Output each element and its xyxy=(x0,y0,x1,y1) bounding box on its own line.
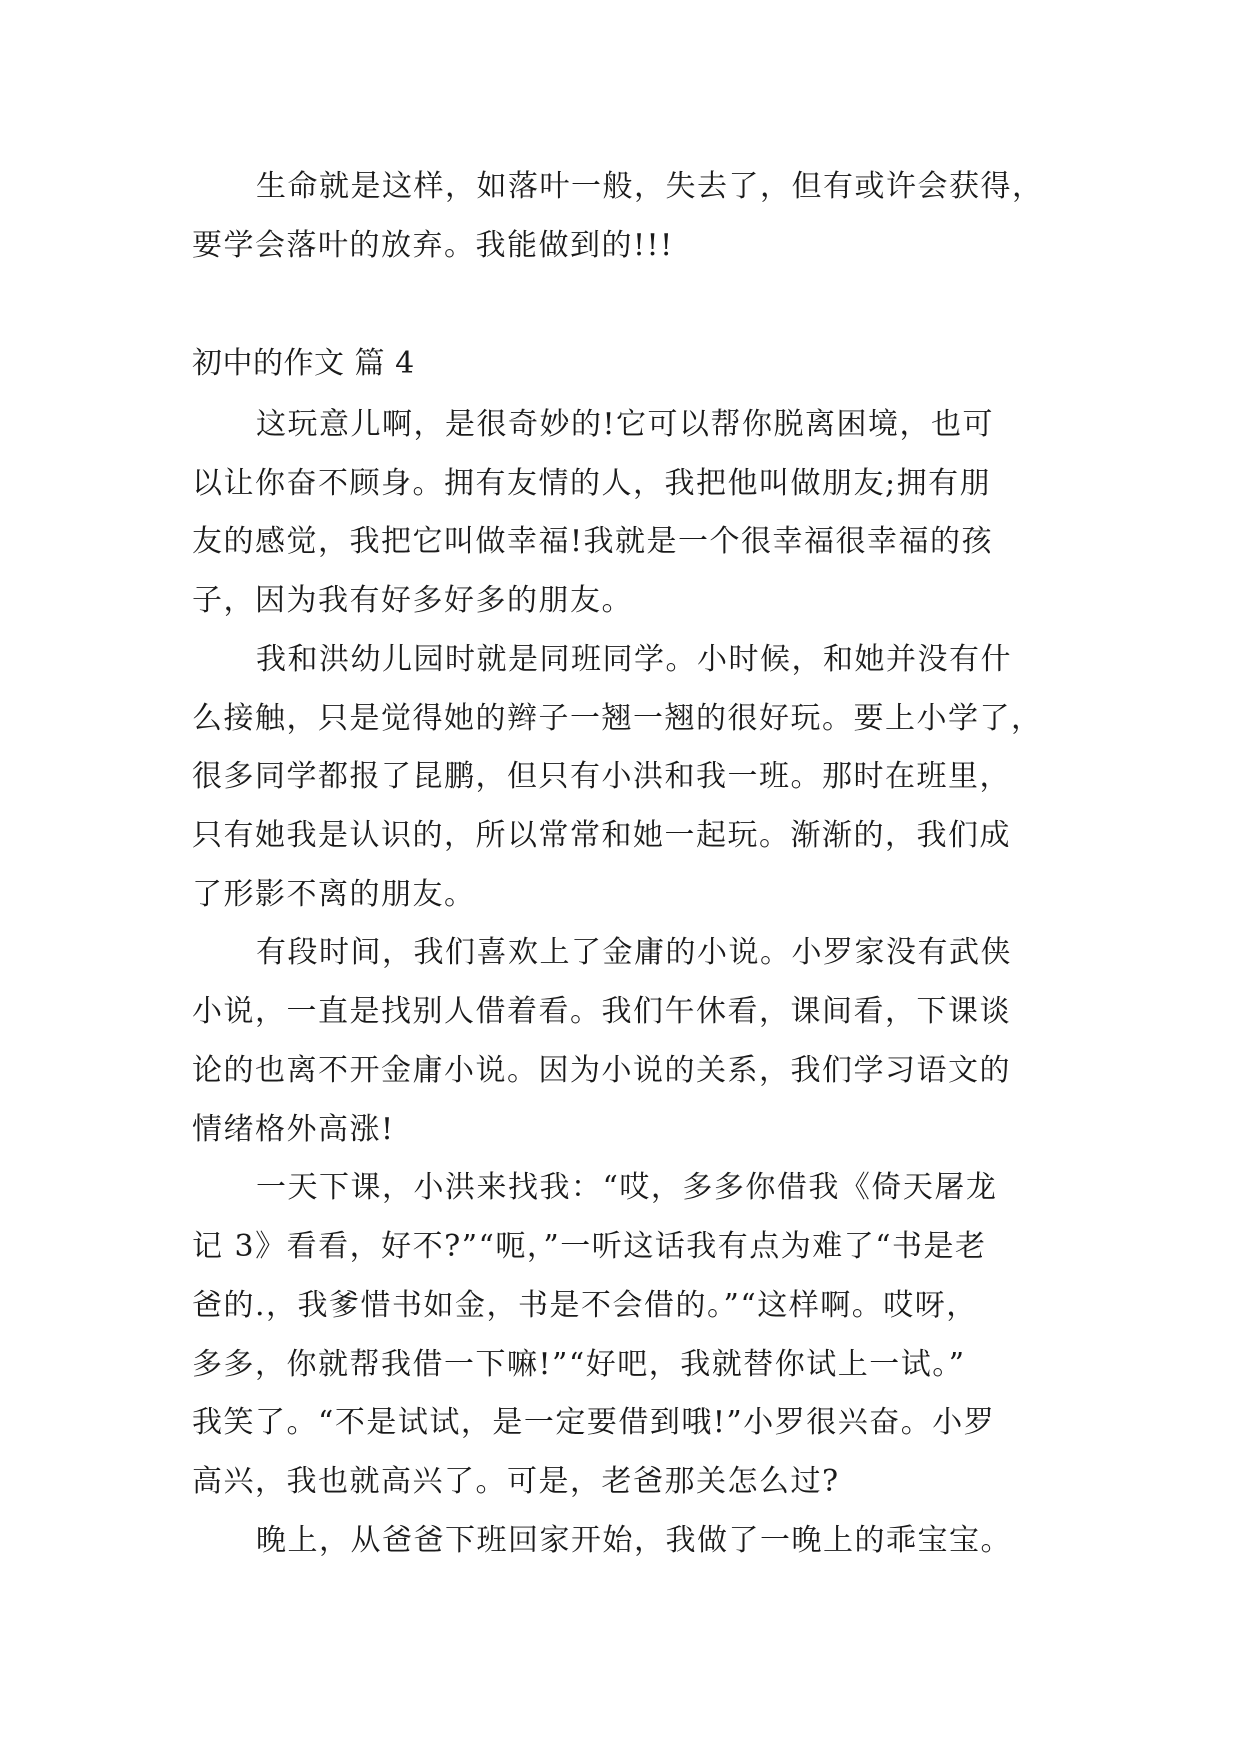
paragraph-line: 了形影不离的朋友。 xyxy=(192,877,476,912)
paragraph-line: 多多，你就帮我借一下嘛!”“好吧，我就替你试上一试。” xyxy=(192,1347,966,1382)
paragraph-line: 有段时间，我们喜欢上了金庸的小说。小罗家没有武侠 xyxy=(256,935,1012,970)
paragraph-line: 只有她我是认识的，所以常常和她一起玩。渐渐的，我们成 xyxy=(192,818,1011,853)
section-heading: 初中的作文 篇 4 xyxy=(192,346,415,381)
paragraph-line: 么接触，只是觉得她的辫子一翘一翘的很好玩。要上小学了， xyxy=(192,701,1043,736)
paragraph-line: 一天下课，小洪来找我：“哎，多多你借我《倚天屠龙 xyxy=(256,1170,998,1205)
intro-line: 生命就是这样，如落叶一般，失去了，但有或许会获得， xyxy=(256,169,1044,204)
intro-line: 要学会落叶的放弃。我能做到的!!! xyxy=(192,228,674,263)
paragraph-line: 友的感觉，我把它叫做幸福!我就是一个很幸福很幸福的孩 xyxy=(192,524,994,559)
paragraph-line: 爸的.，我爹惜书如金，书是不会借的。”“这样啊。哎呀， xyxy=(192,1288,978,1323)
paragraph-line: 情绪格外高涨! xyxy=(192,1112,395,1147)
paragraph-line: 论的也离不开金庸小说。因为小说的关系，我们学习语文的 xyxy=(192,1053,1011,1088)
paragraph-line: 子，因为我有好多好多的朋友。 xyxy=(192,583,633,618)
paragraph-line: 高兴，我也就高兴了。可是，老爸那关怎么过? xyxy=(192,1464,840,1499)
paragraph-line: 小说，一直是找别人借着看。我们午休看，课间看，下课谈 xyxy=(192,994,1011,1029)
paragraph-line: 记 3》看看，好不?”“呃，”一听这话我有点为难了“书是老 xyxy=(192,1229,987,1264)
paragraph-line: 以让你奋不顾身。拥有友情的人，我把他叫做朋友;拥有朋 xyxy=(192,466,992,501)
paragraph-line: 我笑了。“不是试试，是一定要借到哦!”小罗很兴奋。小罗 xyxy=(192,1405,996,1440)
paragraph-line: 这玩意儿啊，是很奇妙的!它可以帮你脱离困境，也可 xyxy=(256,407,995,442)
paragraph-line: 我和洪幼儿园时就是同班同学。小时候，和她并没有什 xyxy=(256,642,1012,677)
paragraph-line: 晚上，从爸爸下班回家开始，我做了一晚上的乖宝宝。 xyxy=(256,1523,1012,1558)
paragraph-line: 很多同学都报了昆鹏，但只有小洪和我一班。那时在班里， xyxy=(192,759,1011,794)
